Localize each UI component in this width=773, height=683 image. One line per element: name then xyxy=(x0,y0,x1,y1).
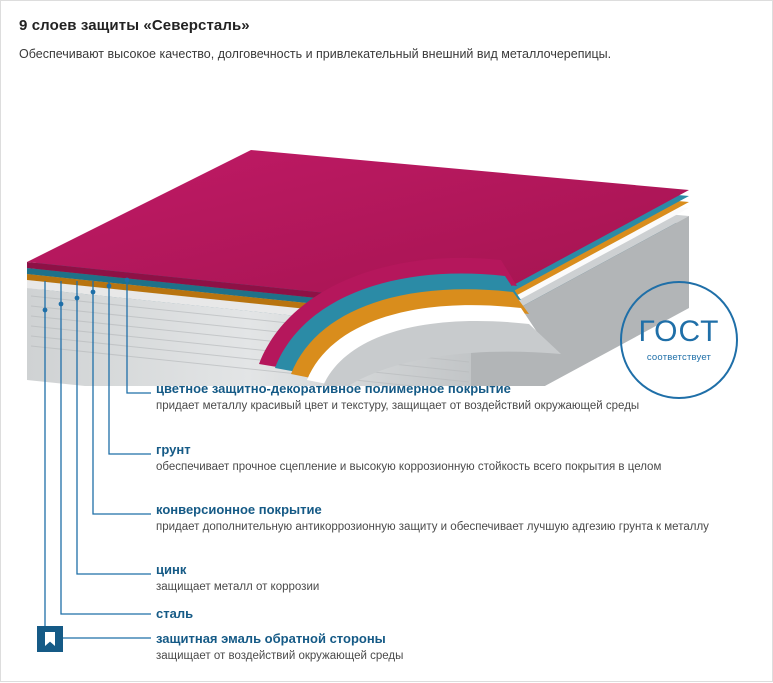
legend-item-back-enamel xyxy=(156,631,756,664)
legend-item-steel xyxy=(156,606,756,624)
legend-desc: защищает от воздействий окружающей среды xyxy=(156,649,404,662)
legend-name: цинк xyxy=(156,562,187,577)
legend-desc: придает дополнительную антикоррозионную защиту и обеспечивает лучшую адгезию грунта к металлу xyxy=(156,520,709,533)
legend-item-primer xyxy=(156,442,756,475)
page-title: 9 слоев защиты «Северсталь» xyxy=(19,17,250,34)
legend-name: сталь xyxy=(156,606,194,621)
legend-name: грунт xyxy=(156,442,191,457)
page-subtitle: Обеспечивают высокое качество, долговечность и привлекательный внешний вид металлочерепицы. xyxy=(19,47,612,61)
legend-item-conversion xyxy=(156,502,756,535)
layered-panel-illustration xyxy=(1,96,773,386)
legend-name: защитная эмаль обратной стороны xyxy=(156,631,386,646)
legend-item-zinc xyxy=(156,562,756,595)
gost-badge-subtitle: соответствует xyxy=(646,352,712,363)
legend-name: цветное защитно-декоративное полимерное покрытие xyxy=(156,381,511,396)
legend-name: конверсионное покрытие xyxy=(156,502,322,517)
bookmark-icon[interactable] xyxy=(37,626,63,652)
gost-badge-title: ГОСТ xyxy=(638,315,720,348)
bookmark-glyph xyxy=(44,632,56,647)
legend-desc: придает металлу красивый цвет и текстуру, защищает от воздействий окружающей среды xyxy=(156,399,640,412)
legend-desc: обеспечивает прочное сцепление и высокую коррозионную стойкость всего покрытия в целом xyxy=(156,460,662,473)
page-header xyxy=(1,1,772,64)
legend-item-top-coat xyxy=(156,381,756,414)
legend-desc: защищает металл от коррозии xyxy=(156,580,320,593)
